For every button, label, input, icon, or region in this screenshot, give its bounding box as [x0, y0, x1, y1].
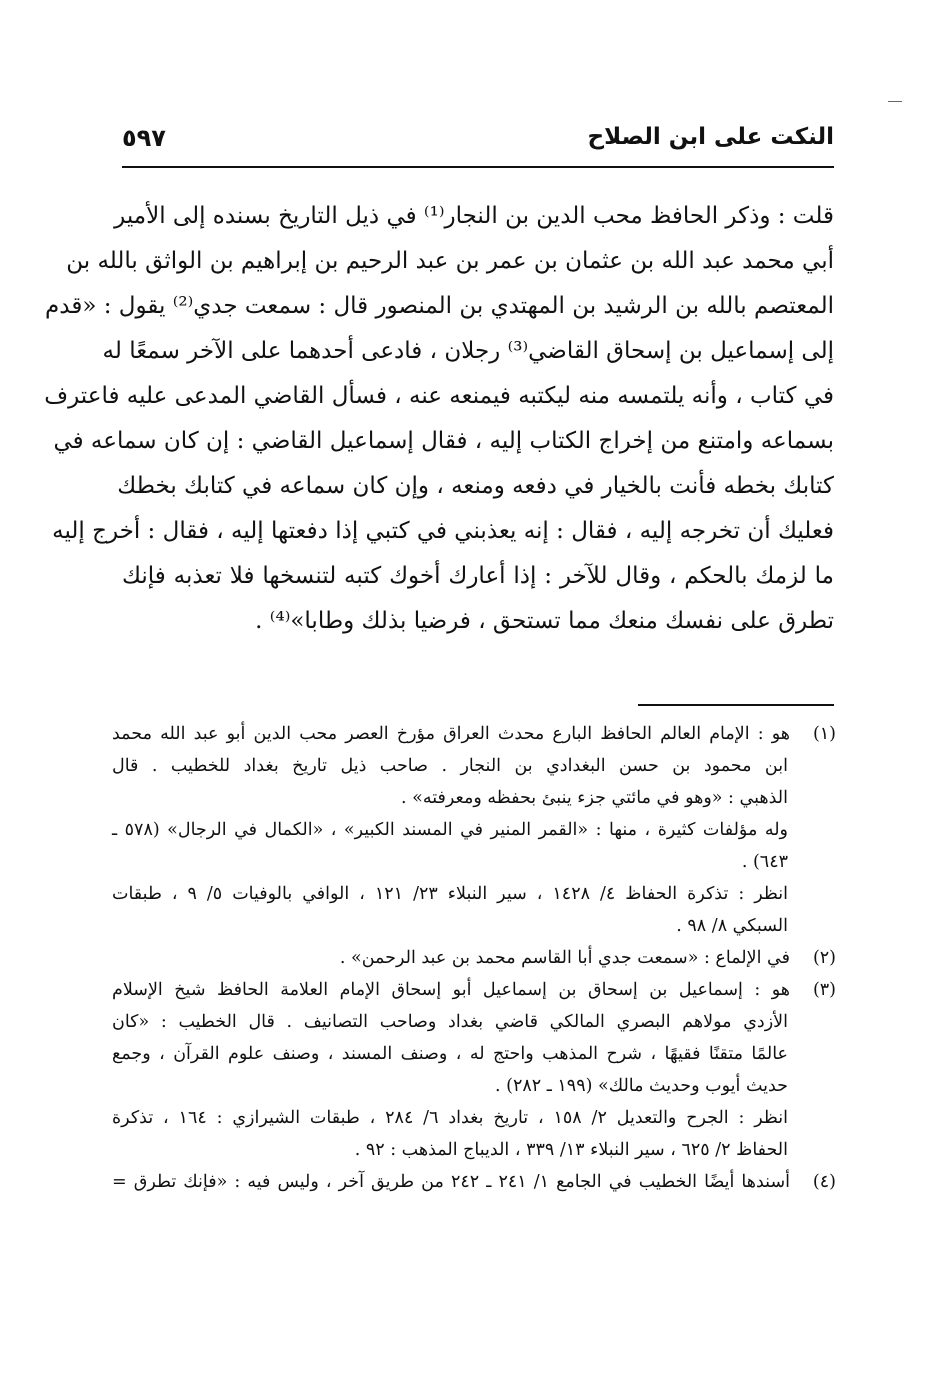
footnote-3-line [112, 974, 836, 1006]
body-line: تطرق على نفسك منعك مما تستحق ، فرضيا بذلك وطابا»⁽⁴⁾ . [255, 608, 834, 634]
footnote-marker: (٢) [812, 948, 836, 968]
body-line: في كتاب ، وأنه يلتمسه منه ليكتبه فيمنعه عنه ، فسأل القاضي المدعى عليه فاعترف [44, 383, 834, 409]
footnote-text: هو : إسماعيل بن إسحاق بن إسماعيل أبو إسحاق الإمام العلامة الحافظ شيخ الإسلام [112, 980, 790, 1000]
footnote-marker: (١) [812, 724, 836, 744]
footnote-4-line [112, 1166, 836, 1198]
footnote-2-line [112, 942, 836, 974]
footnote-text: هو : الإمام العالم الحافظ البارع محدث العراق مؤرخ العصر محب الدين أبو عبد الله محمد [112, 724, 790, 744]
body-line: بسماعه وامتنع من إخراج الكتاب إليه ، فقال إسماعيل القاضي : إن كان سماعه في [53, 428, 834, 454]
footnote-separator [638, 704, 834, 706]
footnote-1-line: ابن محمود بن حسن البغدادي بن النجار . صاحب ذيل تاريخ بغداد للخطيب . قال [112, 756, 788, 776]
body-line: كتابك بخطه فأنت بالخيار في دفعه ومنعه ، وإن كان سماعه في كتابك بخطك [117, 473, 834, 499]
body-line: فعليك أن تخرجه إليه ، فقال : إنه يعذبني في كتبي إذا دفعتها إليه ، فقال : أخرج إليه [52, 518, 834, 544]
body-line: أبي محمد عبد الله بن عثمان بن عمر بن عبد الرحيم بن إبراهيم بن الواثق بالله بن [66, 248, 834, 274]
body-line: المعتصم بالله بن الرشيد بن المهتدي بن المنصور قال : سمعت جدي⁽²⁾ يقول : «قدم [45, 293, 834, 319]
footnote-3-line: الأزدي مولاهم البصري المالكي قاضي بغداد وصاحب التصانيف . قال الخطيب : «كان [112, 1012, 788, 1032]
footnote-1-line: ٦٤٣) . [741, 852, 788, 872]
footnote-1-line: انظر : تذكرة الحفاظ ٤/ ١٤٢٨ ، سير النبلاء ٢٣/ ١٢١ ، الوافي بالوفيات ٥/ ٩ ، طبقات [112, 884, 788, 904]
footnote-3-line: عالمًا متقنًا فقيهًا ، شرح المذهب واحتج له ، وصنف المسند ، وصنف علوم القرآن ، وجمع [112, 1044, 788, 1064]
footnote-1-line: الذهبي : «وهو في مائتي جزء ينبئ بحفظه ومعرفته» . [401, 788, 788, 808]
footnote-text: أسندها أيضًا الخطيب في الجامع ١/ ٢٤١ ـ ٢٤٢ من طريق آخر ، وليس فيه : «فإنك تطرق = [112, 1172, 790, 1192]
footnote-text: في الإلماع : «سمعت جدي أبا القاسم محمد بن عبد الرحمن» . [339, 948, 790, 968]
page-header [122, 118, 834, 162]
footnote-3-line: حديث أيوب وحديث مالك» (١٩٩ ـ ٢٨٢) . [494, 1076, 788, 1096]
body-line: ما لزمك بالحكم ، وقال للآخر : إذا أعارك أخوك كتبه لتنسخها فلا تعذبه فإنك [122, 563, 834, 589]
page-number: ٥٩٧ [122, 124, 166, 152]
running-title: النكت على ابن الصلاح [587, 124, 834, 150]
footnote-3-line: الحفاظ ٢/ ٦٢٥ ، سير النبلاء ١٣/ ٣٣٩ ، الديباج المذهب : ٩٢ . [354, 1140, 788, 1160]
footnote-1-line: وله مؤلفات كثيرة ، منها : «القمر المنير في المسند الكبير» ، «الكمال في الرجال» (٥٧٨ ـ [112, 820, 788, 840]
footnote-3-line: انظر : الجرح والتعديل ٢/ ١٥٨ ، تاريخ بغداد ٦/ ٢٨٤ ، طبقات الشيرازي : ١٦٤ ، تذكرة [112, 1108, 788, 1128]
body-line: قلت : وذكر الحافظ محب الدين بن النجار⁽¹⁾ في ذيل التاريخ بسنده إلى الأمير [114, 203, 834, 229]
footnote-marker: (٣) [812, 980, 836, 1000]
scan-mark [888, 101, 902, 102]
footnotes [112, 718, 836, 1198]
main-text [44, 194, 834, 644]
footnote-1-line: السبكي ٨/ ٩٨ . [676, 916, 788, 936]
footnote-1-line [112, 718, 836, 750]
header-rule [122, 166, 834, 168]
body-line: إلى إسماعيل بن إسحاق القاضي⁽³⁾ رجلان ، فادعى أحدهما على الآخر سمعًا له [102, 338, 834, 364]
footnote-marker: (٤) [812, 1172, 836, 1192]
